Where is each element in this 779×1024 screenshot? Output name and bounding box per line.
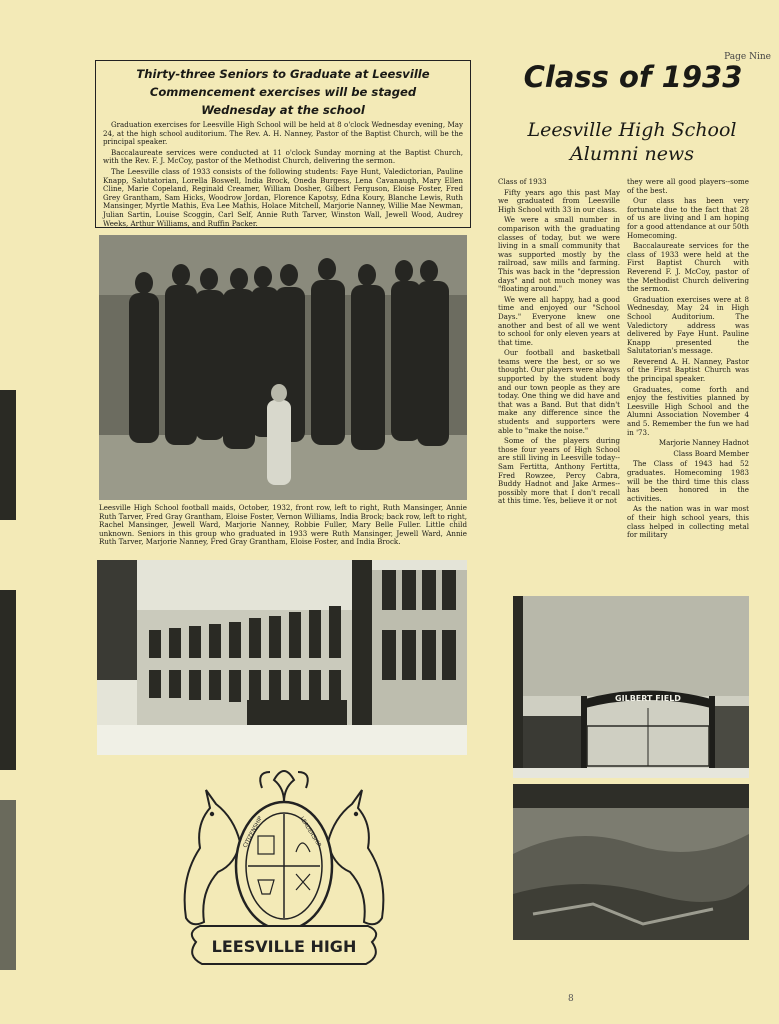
group-photo-illustration	[99, 235, 467, 500]
field-ground-photo	[513, 784, 749, 940]
alumni-news-heading-line-2: Alumni news	[570, 143, 694, 165]
school-building-photo	[97, 560, 467, 755]
story-headline-line-3: Wednesday at the school	[201, 103, 365, 117]
alumni-news-heading-line-1: Leesville High School	[527, 119, 737, 141]
class-of-1933-title: Class of 1933	[523, 60, 743, 94]
photo-caption: Leesville High School football maids, October, 1932, front row, left to right, Ruth Mansinger, Annie Ruth Tarver, Fred Gray Grantham, Eloise Foster, Vernon Williams, India Brock; back row, left to right, Rachel Mansinger, Jewell Ward, Marjorie Nanney, Robbie Fuller, Mary Belle Fuller. Little child unknown. Seniors in this group who graduated in 1933 were Ruth Mansinger, Jewell Ward, Annie Ruth Tarver, Marjorie Nanney, Fred Gray Grantham, Eloise Foster, and India Brock.	[99, 503, 467, 547]
article-paragraph: Class of 1933	[498, 177, 547, 186]
crest-ring-text-left: CITIZENSHIP	[242, 815, 264, 849]
article-paragraph: Graduation exercises were at 8 Wednesday, May 24 in High School Auditorium. The Valedictory address was delivered by Faye Hunt. Pauline Knapp presented the Salutatorian's message.	[627, 294, 749, 356]
article-paragraph: Our football and basketball teams were the best, or so we thought. Our players were always supported by the student body and our town people as they are today. One thing we did have and that was a Band. But that didn't make any difference since the students and supporters were able to "make the noise."	[498, 348, 620, 435]
article-paragraph: We were a small number in comparison with the graduating classes of today, but we were living in a small community that was supported mostly by the railroad, saw mills and farming. This was back in the "depression days" and not much money was "floating around."	[498, 215, 620, 294]
alumni-news-heading	[512, 118, 752, 166]
article-paragraph: Our class has been very fortunate due to the fact that 28 of us are living and I am hoping for a good attendance at our 50th Homecoming.	[627, 196, 749, 240]
bottom-page-mark: 8	[568, 994, 574, 1004]
article-paragraph: The Class of 1943 had 52 graduates. Homecoming 1983 will be the third time this class has been honored in the activities.	[627, 459, 749, 503]
crest-banner-text: LEESVILLE HIGH	[211, 937, 357, 956]
gilbert-field-gate-photo	[513, 596, 749, 778]
gate-illustration	[513, 596, 749, 778]
story-headline-line-2: Commencement exercises will be staged	[149, 85, 417, 99]
article-paragraph: Graduates, come forth and enjoy the festivities planned by Leesville High School and the Alumni Association November 4 and 5. Remember the fun we had in '73.	[627, 384, 749, 437]
field-illustration	[513, 784, 749, 940]
article-paragraph: Baccalaureate services for the class of 1933 were held at the First Baptist Church with Reverend F. J. McCoy, pastor of the Methodist Church delivering the sermon.	[627, 241, 749, 294]
article-paragraph: As the nation was in war most of their high school years, this class helped in collecting metal for military	[627, 504, 749, 540]
story-paragraph: The Leesville class of 1933 consists of the following students: Faye Hunt, Valedictorian, Pauline Knapp, Salutatorian, Lorella Boswell, India Brock, Oneda Burgess, Lena Cavanaugh, Mary Ellen Cline, Marie Copeland, Reginald Creamer, William Dosher, Gilbert Ferguson, Eloise Foster, Fred Grey Grantham, Sam Hicks, Woodrow Jordan, Florence Kapotsy, Edna Koury, Blanche Lewis, Ruth Mansinger, Myrtle Mathis, Eva Lee Mathis, Holace Mitchell, Marjorie Nanney, Willie Mae Newman, Julian Sartin, Louise Scoggin, Carl Self, Annie Ruth Tarver, Winston Wall, Jewell Wood, Audrey Weeks, Arthur Williams, and Ruffin Packer.	[103, 166, 463, 228]
story-paragraph: Graduation exercises for Leesville High School will be held at 8 o'clock Wednesday evening, May 24, at the high school auditorium. The Rev. A. H. Nanney, Pastor of the Baptist Church, will be the principal speaker.	[103, 120, 463, 147]
article-paragraph: We were all happy, had a good time and enjoyed our "School Days." Everyone knew one another and best of all we went to school for only eleven years at that time.	[498, 294, 620, 347]
crest-ring-text-right: LEADERSHIP	[298, 815, 322, 849]
gate-sign-text: GILBERT FIELD	[615, 694, 681, 703]
article-paragraph: they were all good players--some of the best.	[627, 177, 749, 195]
building-illustration	[97, 560, 467, 755]
alumni-news-column-1	[498, 178, 620, 508]
article-paragraph: Some of the players during those four years of High School are still living in Leesville today--Sam Fertitta, Anthony Fertitta, Fred Rowzee, Percy Cabra, Buddy Hadnot and Jake Armes--possibly more that I don't recall at this time. Yes, believe it or not	[498, 436, 620, 506]
alumni-news-column-2	[627, 178, 749, 542]
story-headline-line-1: Thirty-three Seniors to Graduate at Leesville	[136, 67, 430, 81]
adjacent-page-edge	[0, 380, 16, 1020]
signature-name: Marjorie Nanney Hadnot	[658, 438, 749, 448]
graduation-story-box	[95, 60, 471, 228]
football-maids-photo	[99, 235, 467, 500]
story-paragraph: Baccalaureate services were conducted at 11 o'clock Sunday morning at the Baptist Church, with the Rev. F. J. McCoy, pastor of the Methodist Church, delivering the sermon.	[103, 147, 463, 166]
leesville-high-crest	[176, 762, 392, 982]
signature-role: Class Board Member	[673, 448, 749, 458]
article-paragraph: Reverend A. H. Nanney, Pastor of the First Baptist Church was the principal speaker.	[627, 356, 749, 384]
article-paragraph: Fifty years ago this past May we graduated from Leesville High School with 33 in our class.	[498, 187, 620, 214]
page-number: Page Nine	[724, 52, 771, 62]
